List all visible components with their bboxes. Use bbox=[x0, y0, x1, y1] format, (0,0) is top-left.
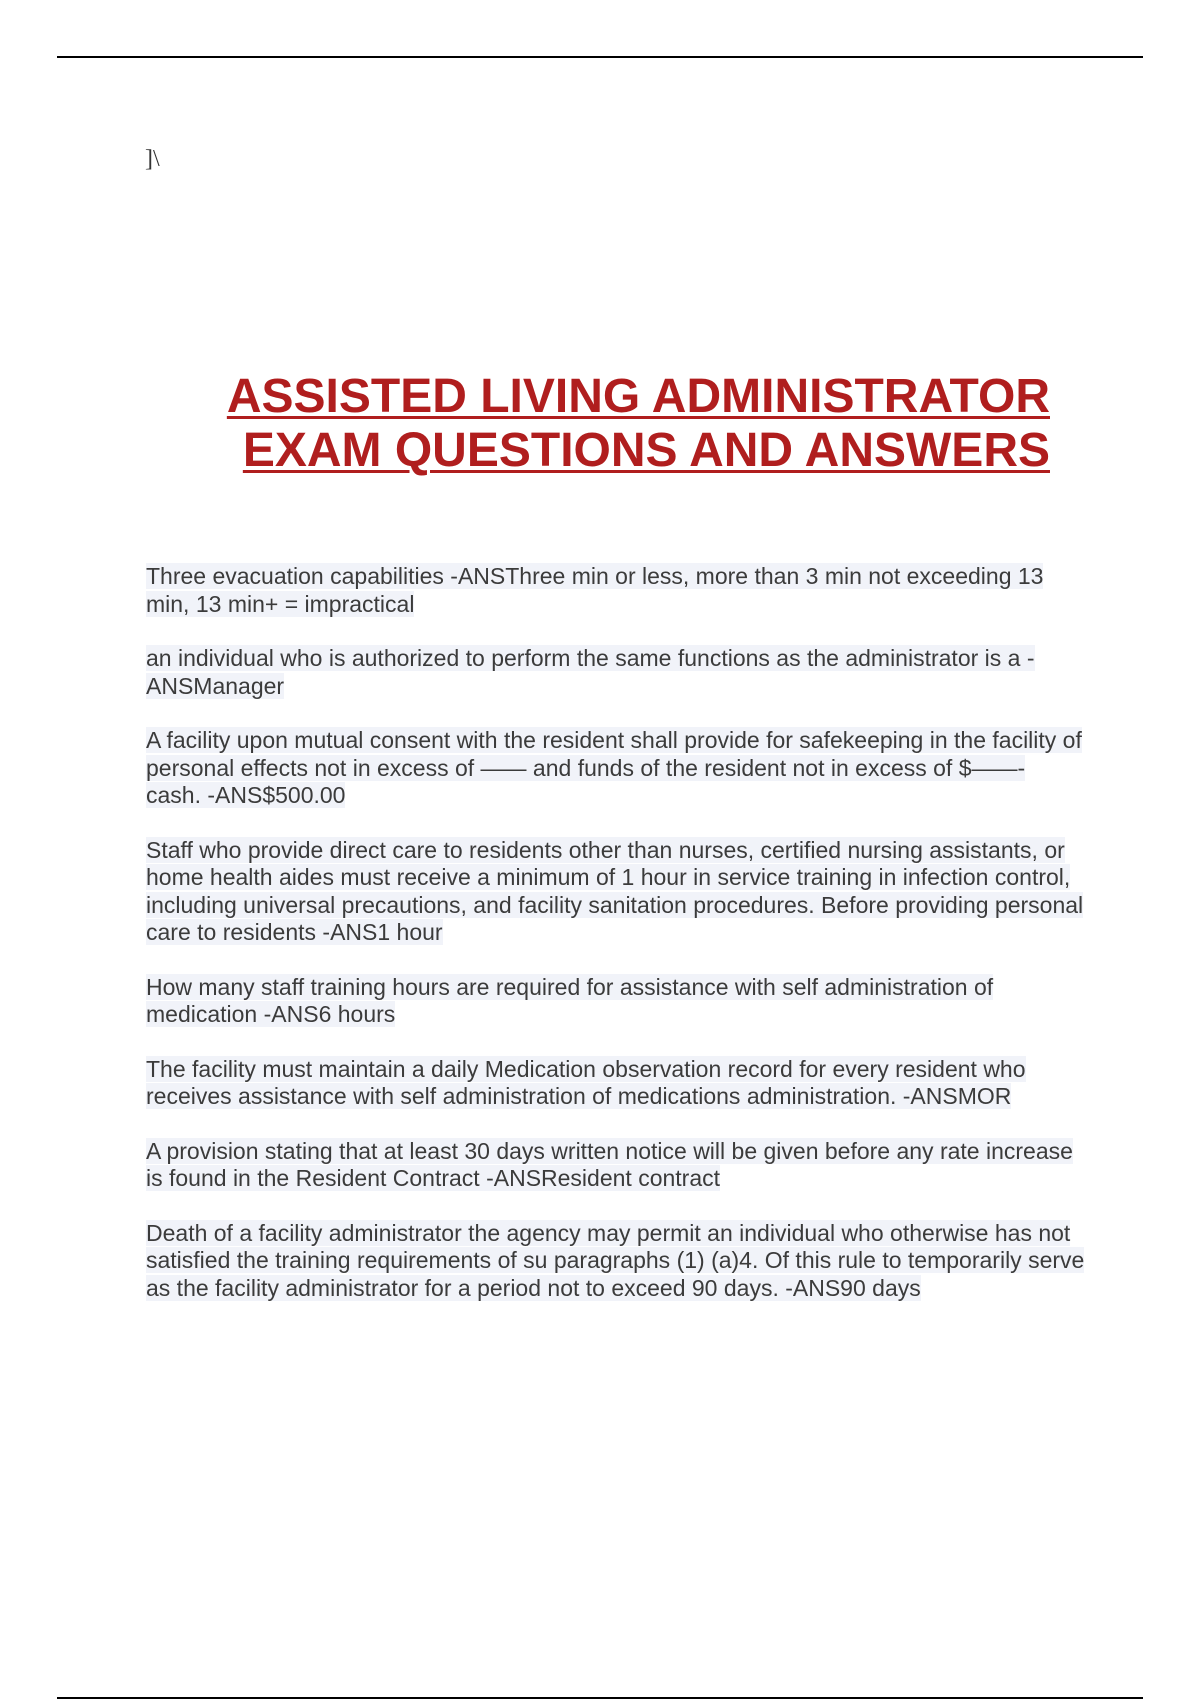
qa-item bbox=[146, 727, 1086, 810]
qa-item bbox=[146, 837, 1086, 947]
qa-item bbox=[146, 1220, 1086, 1303]
qa-text: A facility upon mutual consent with the resident shall provide for safekeeping in the facility of personal effects not in excess of —— and funds of the resident not in excess of $——- cash. -ANS$500.00 bbox=[146, 727, 1082, 808]
qa-text: an individual who is authorized to perform the same functions as the administrator is a -ANSManager bbox=[146, 645, 1035, 699]
qa-item bbox=[146, 645, 1086, 700]
qa-item bbox=[146, 1138, 1086, 1193]
bottom-divider bbox=[57, 1697, 1143, 1699]
qa-text: How many staff training hours are required for assistance with self administration of medication -ANS6 hours bbox=[146, 973, 994, 1027]
qa-text: Death of a facility administrator the agency may permit an individual who otherwise has not satisfied the training requirements of su paragraphs (1) (a)4. Of this rule to temporarily serve as the facility administrator for a period not to exceed 90 days. -ANS90 days bbox=[146, 1219, 1085, 1301]
top-divider bbox=[57, 56, 1143, 58]
title-line-1: ASSISTED LIVING ADMINISTRATOR bbox=[226, 370, 1050, 423]
qa-list bbox=[146, 563, 1086, 1329]
stray-mark: ]\ bbox=[145, 146, 160, 172]
qa-text: A provision stating that at least 30 days written notice will be given before any rate increase is found in the Resident Contract -ANSResident contract bbox=[146, 1137, 1073, 1191]
title-line-2: EXAM QUESTIONS AND ANSWERS bbox=[242, 424, 1050, 477]
qa-text: Staff who provide direct care to residents other than nurses, certified nursing assistants, or home health aides must receive a minimum of 1 hour in service training in infection control, including universal precautions, and facility sanitation procedures. Before providing personal care to residents -ANS1 hour bbox=[146, 836, 1084, 945]
qa-text: The facility must maintain a daily Medication observation record for every resident who receives assistance with self administration of medications administration. -ANSMOR bbox=[146, 1055, 1026, 1109]
qa-text: Three evacuation capabilities -ANSThree min or less, more than 3 min not exceeding 13 min, 13 min+ = impractical bbox=[146, 563, 1044, 617]
qa-item bbox=[146, 563, 1086, 618]
qa-item bbox=[146, 1056, 1086, 1111]
document-title bbox=[150, 370, 1050, 478]
qa-item bbox=[146, 974, 1086, 1029]
